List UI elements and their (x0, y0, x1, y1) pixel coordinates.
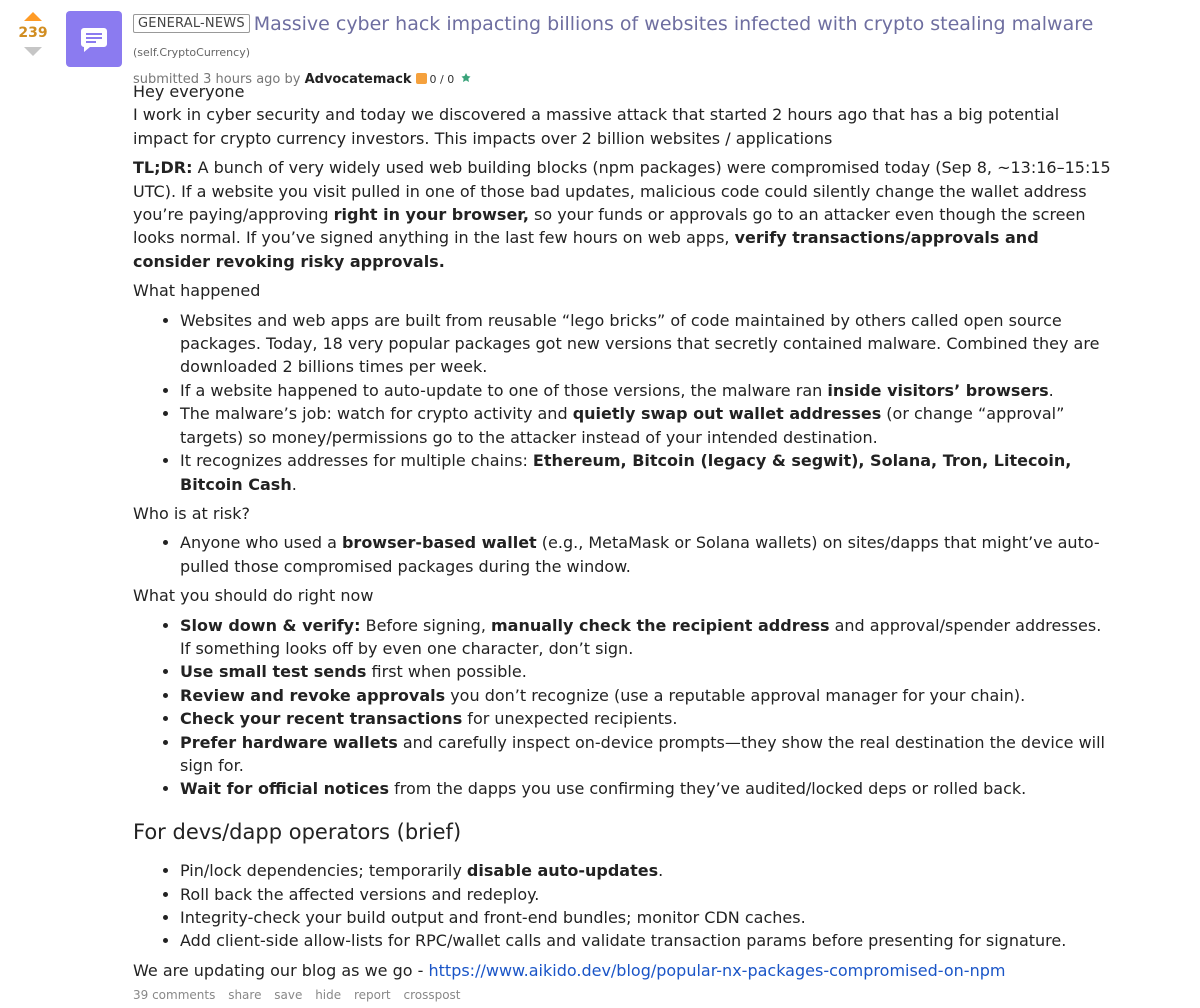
vote-column (14, 12, 52, 56)
share-link[interactable]: share (228, 988, 262, 1003)
who-at-risk-list (133, 531, 1113, 578)
section-heading-who-at-risk: Who is at risk? (133, 503, 250, 523)
list-item (180, 707, 1113, 730)
what-happened-list (133, 309, 1113, 496)
tldr-text-2: so your funds or approvals go to an attacker even though the screen looks normal. If you’ve signed anything in the last few hours on web apps, (133, 205, 1086, 248)
item-text: It recognizes addresses for multiple chains: (180, 451, 533, 471)
closing-paragraph (133, 959, 1113, 982)
save-link[interactable]: save (274, 988, 303, 1003)
item-bold: Check your recent transactions (180, 709, 463, 729)
item-bold: disable auto-updates (466, 861, 659, 881)
speech-bubble-icon (78, 23, 110, 55)
downvote-arrow-icon[interactable] (24, 47, 42, 56)
intro-paragraph (133, 80, 1113, 150)
list-item: • Websites and web apps are built from reusable “lego bricks” of code maintained by others called open source packages. Today, 18 very popular packages got new versions that secretly contained malware. Combined they are downloaded 2 billions times per week. (180, 309, 1113, 379)
item-text: . (1048, 380, 1054, 400)
item-text: Pin/lock dependencies; temporarily (180, 861, 467, 881)
list-item: • Integrity-check your build output and front-end bundles; monitor CDN caches. (180, 906, 1113, 929)
item-text: you don’t recognize (use a reputable approval manager for your chain). (445, 685, 1026, 705)
post-body (133, 80, 1113, 1008)
tldr-bold-2: right in your browser, (333, 205, 529, 225)
item-text: If a website happened to auto-update to one of those versions, the malware ran (180, 380, 828, 400)
item-text: first when possible. (366, 662, 527, 682)
list-item: • Add client-side allow-lists for RPC/wallet calls and validate transaction params before presenting for signature. (180, 929, 1113, 952)
item-bold: inside visitors’ browsers (827, 380, 1049, 400)
intro-greeting: Hey everyone (133, 82, 245, 101)
post-title[interactable]: Massive cyber hack impacting billions of websites infected with crypto stealing malware (253, 13, 1094, 35)
item-bold: manually check the recipient address (491, 615, 830, 635)
list-item (180, 379, 1113, 402)
list-item (180, 614, 1113, 661)
item-text: (e.g., MetaMask or Solana wallets) on sites/dapps that might’ve auto-pulled those compromised packages during the window. (180, 533, 1100, 576)
item-text: Before signing, (360, 615, 491, 635)
item-bold: quietly swap out wallet addresses (572, 404, 882, 424)
item-text: Anyone who used a (180, 533, 342, 553)
flair-badge[interactable]: GENERAL-NEWS (133, 14, 250, 33)
post-domain[interactable]: (self.CryptoCurrency) (133, 46, 251, 59)
section-heading-what-to-do: What you should do right now (133, 586, 374, 606)
item-bold: Use small test sends (180, 662, 367, 682)
crosspost-link[interactable]: crosspost (403, 988, 461, 1003)
tldr-label: TL;DR: (133, 158, 193, 178)
list-item: • Roll back the affected versions and redeploy. (180, 883, 1113, 906)
tldr-bold-3: verify transactions/approvals and consider revoking risky approvals. (133, 228, 1039, 271)
list-item (180, 402, 1113, 449)
item-bold: Slow down & verify: (180, 615, 361, 635)
item-text: (or change “approval” targets) so money/permissions go to the attacker instead of your intended destination. (180, 404, 1065, 447)
section-heading-devs: For devs/dapp operators (brief) (133, 819, 462, 844)
list-item (180, 684, 1113, 707)
item-text: and carefully inspect on-device prompts—they show the real destination the device will sign for. (180, 732, 1105, 775)
author-link[interactable]: Advocatemack (304, 72, 412, 87)
hide-link[interactable]: hide (315, 988, 342, 1003)
self-post-thumbnail[interactable] (66, 11, 122, 67)
list-item (180, 449, 1113, 496)
item-bold: Prefer hardware wallets (180, 732, 398, 752)
tagline-prefix: submitted 3 hours ago by (133, 72, 301, 87)
item-bold: Review and revoke approvals (180, 685, 446, 705)
item-bold: browser-based wallet (341, 533, 537, 553)
what-to-do-list (133, 614, 1113, 801)
post-actions (133, 984, 1113, 1007)
list-item (180, 731, 1113, 778)
intro-text: I work in cyber security and today we discovered a massive attack that started 2 hours ago that has a big potential impact for crypto currency investors. This impacts over 2 billion websites / applications (133, 105, 1060, 148)
upvote-arrow-icon[interactable] (24, 12, 42, 21)
tldr-text-1: A bunch of very widely used web building blocks (npm packages) were compromised today (Sep 8, ~13:16–15:15 UTC). If a website you visit pulled in one of those bad updates, malicious code could silently change the wallet address you’re paying/approving (133, 158, 1111, 225)
list-item (180, 777, 1113, 800)
title-line (133, 11, 1183, 66)
list-item (180, 859, 1113, 882)
karma-count: 0 / 0 (429, 73, 455, 86)
comments-link[interactable]: 39 comments (133, 988, 216, 1003)
post-header (133, 11, 1183, 87)
devs-list (133, 859, 1113, 953)
item-text: . (291, 474, 297, 494)
item-text: and approval/spender addresses. If something looks off by even one character, don’t sign. (180, 615, 1102, 658)
item-bold: Wait for official notices (180, 779, 390, 799)
tldr-paragraph (133, 156, 1113, 273)
closing-text: We are updating our blog as we go - (133, 960, 429, 980)
blog-link[interactable]: https://www.aikido.dev/blog/popular-nx-packages-compromised-on-npm (428, 960, 1006, 980)
item-text: The malware’s job: watch for crypto activity and (180, 404, 573, 424)
item-text: from the dapps you use confirming they’ve audited/locked deps or rolled back. (389, 779, 1027, 799)
list-item (180, 660, 1113, 683)
list-item (180, 531, 1113, 578)
item-text: for unexpected recipients. (462, 709, 678, 729)
score: 239 (18, 25, 48, 41)
item-bold: Ethereum, Bitcoin (legacy & segwit), Solana, Tron, Litecoin, Bitcoin Cash (180, 451, 1072, 494)
report-link[interactable]: report (353, 988, 391, 1003)
item-text: . (658, 861, 664, 881)
section-heading-what-happened: What happened (133, 281, 261, 301)
